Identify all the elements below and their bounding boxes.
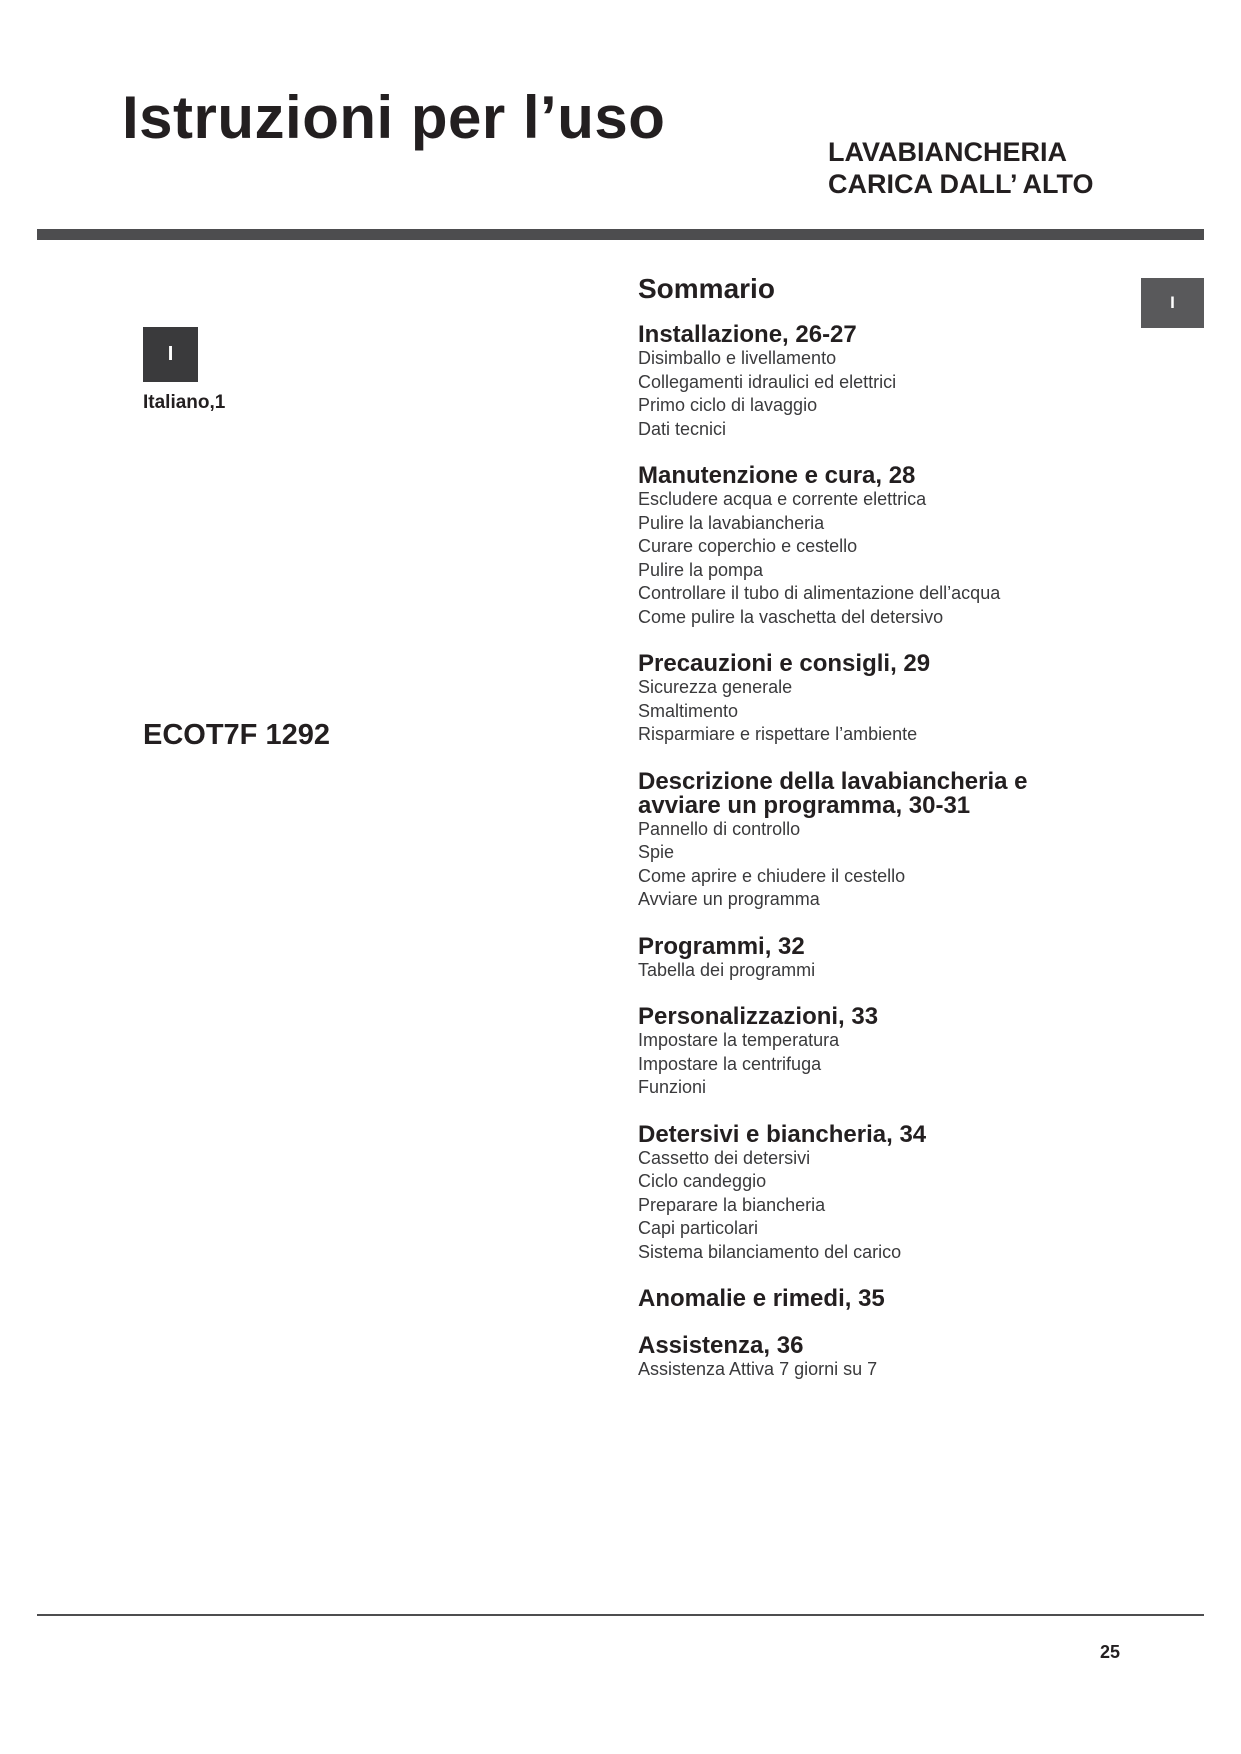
header-divider <box>37 229 1204 240</box>
toc-section-personalizzazioni <box>638 1005 1138 1100</box>
toc-item: Preparare la biancheria <box>638 1194 826 1215</box>
toc-item-list <box>638 488 1138 629</box>
toc-item: Disimballo e livellamento <box>638 348 837 368</box>
toc-section-programmi <box>638 932 1138 983</box>
toc-section-installazione <box>638 323 1138 441</box>
toc-item: Dati tecnici <box>638 418 727 439</box>
language-label: Italiano,1 <box>143 392 226 413</box>
table-of-contents <box>638 272 1138 1405</box>
toc-section-manutenzione <box>638 464 1138 629</box>
language-badge: I <box>143 327 198 382</box>
toc-heading: Personalizzazioni, 33 <box>638 1003 879 1030</box>
toc-item: Cassetto dei detersivi <box>638 1147 811 1168</box>
page-number: 25 <box>1100 1642 1121 1662</box>
toc-section-precauzioni <box>638 652 1138 747</box>
toc-item: Curare coperchio e cestello <box>638 536 858 556</box>
toc-item: Smaltimento <box>638 700 739 721</box>
toc-item: Sistema bilanciamento del carico <box>638 1241 902 1262</box>
toc-item: Pannello di controllo <box>638 818 801 839</box>
language-side-tab: I <box>1141 278 1204 328</box>
toc-item: Sicurezza generale <box>638 677 793 697</box>
toc-item: Tabella dei programmi <box>638 959 816 980</box>
toc-item: Collegamenti idraulici ed elettrici <box>638 371 897 392</box>
toc-heading: Anomalie e rimedi, 35 <box>638 1285 885 1312</box>
model-number: ECOT7F 1292 <box>143 719 330 751</box>
toc-heading: Precauzioni e consigli, 29 <box>638 650 931 677</box>
toc-heading-line-2: avviare un programma, 30-31 <box>638 791 971 819</box>
toc-heading: Descrizione della lavabiancheria e <box>638 767 1028 795</box>
toc-item: Capi particolari <box>638 1218 759 1238</box>
toc-item: Pulire la lavabiancheria <box>638 512 825 533</box>
toc-item: Spie <box>638 842 675 862</box>
toc-item-list <box>638 959 1138 983</box>
toc-item-list <box>638 1358 1138 1382</box>
footer-divider <box>37 1614 1204 1616</box>
page-title: Istruzioni per l’uso <box>122 84 666 151</box>
toc-item: Risparmiare e rispettare l’ambiente <box>638 724 918 744</box>
toc-heading: Programmi, 32 <box>638 932 805 960</box>
product-type-line-1: LAVABIANCHERIA <box>828 137 1067 167</box>
toc-item: Ciclo candeggio <box>638 1171 767 1191</box>
toc-item: Impostare la temperatura <box>638 1030 840 1050</box>
toc-item: Avviare un programma <box>638 889 820 909</box>
toc-item-list <box>638 347 1138 441</box>
toc-item-list <box>638 1147 1138 1265</box>
toc-heading: Detersivi e biancheria, 34 <box>638 1120 927 1148</box>
toc-item: Funzioni <box>638 1077 707 1097</box>
toc-item: Controllare il tubo di alimentazione dell’acqua <box>638 583 1001 603</box>
product-type <box>828 136 1094 200</box>
toc-heading: Manutenzione e cura, 28 <box>638 462 916 489</box>
toc-section-anomalie <box>638 1287 1138 1311</box>
toc-item: Assistenza Attiva 7 giorni su 7 <box>638 1359 878 1379</box>
toc-item-list <box>638 676 1138 747</box>
toc-item: Primo ciclo di lavaggio <box>638 395 818 415</box>
toc-section-assistenza <box>638 1334 1138 1382</box>
toc-item: Come pulire la vaschetta del detersivo <box>638 606 944 627</box>
toc-item-list <box>638 1029 1138 1100</box>
toc-item: Pulire la pompa <box>638 559 764 580</box>
toc-heading: Installazione, 26-27 <box>638 321 857 348</box>
toc-section-detersivi <box>638 1120 1138 1265</box>
toc-title: Sommario <box>638 273 775 304</box>
toc-heading: Assistenza, 36 <box>638 1332 804 1359</box>
toc-item: Escludere acqua e corrente elettrica <box>638 489 927 509</box>
product-type-line-2: CARICA DALL’ ALTO <box>828 169 1094 199</box>
toc-section-descrizione <box>638 767 1138 912</box>
toc-item: Impostare la centrifuga <box>638 1053 822 1074</box>
toc-item-list <box>638 818 1138 912</box>
toc-item: Come aprire e chiudere il cestello <box>638 865 906 886</box>
